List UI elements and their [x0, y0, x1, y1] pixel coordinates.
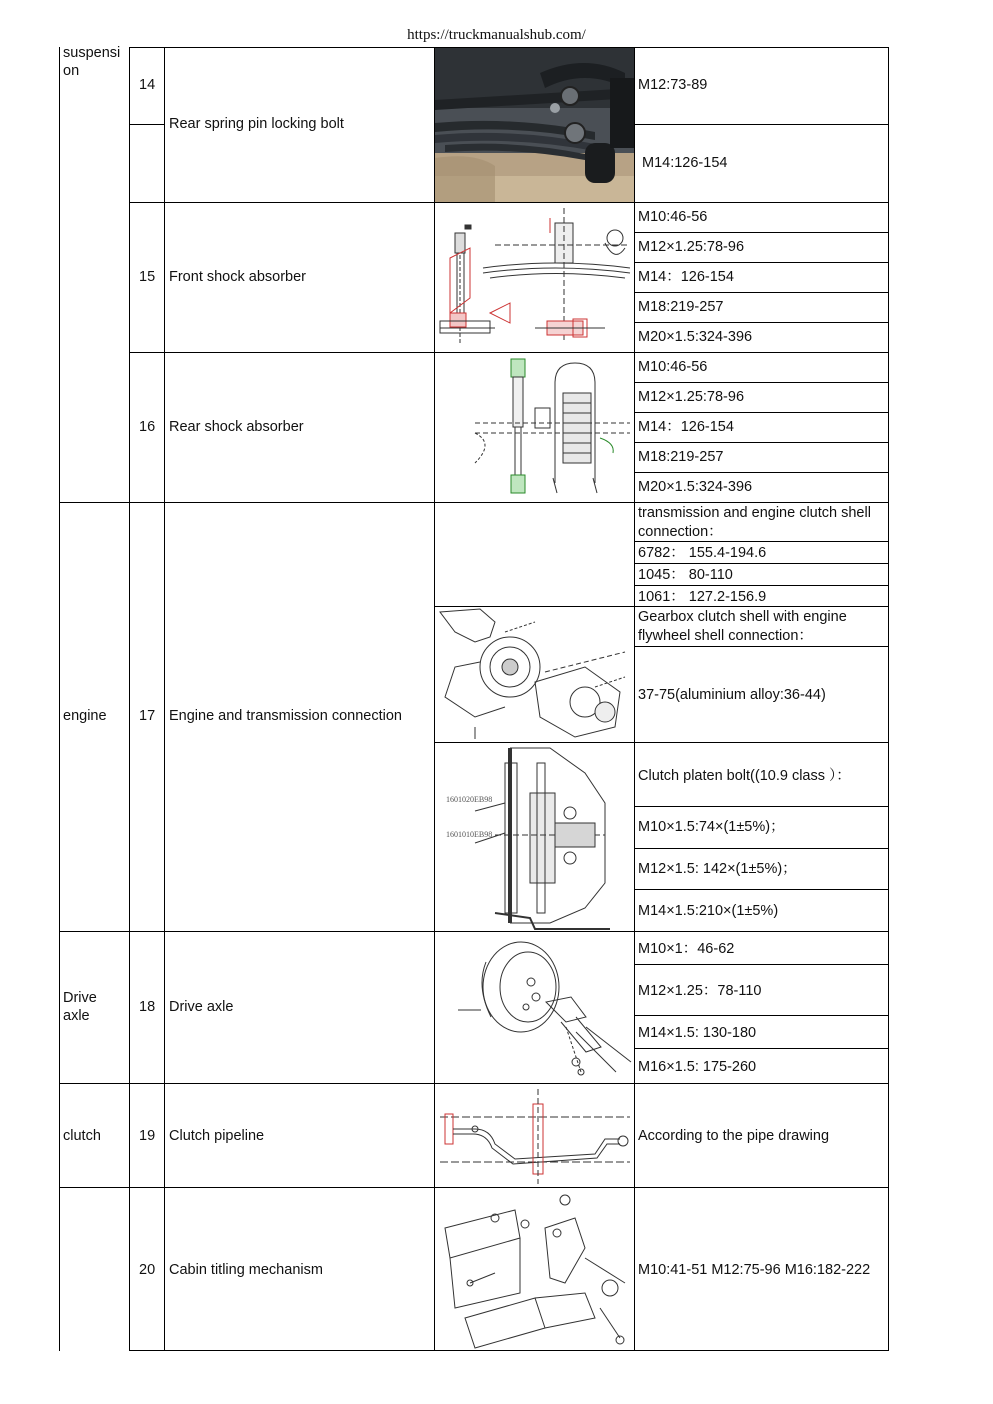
torque-value: M12×1.25:78-96 — [638, 239, 745, 255]
torque-value: Clutch platen bolt((10.9 class ）： — [638, 768, 851, 784]
torque-value: M12×1.25:78-96 — [638, 389, 745, 405]
item-name: Drive axle — [169, 999, 234, 1015]
torque-value: M10×1：46-62 — [638, 941, 735, 957]
part-number-label: 1601010EB98 — [446, 830, 493, 839]
item-name: Clutch pipeline — [169, 1128, 265, 1144]
front-shock-drawing-icon — [435, 203, 634, 352]
rear-spring-photo-icon — [435, 48, 634, 202]
part-number-label: 1601020EB98 — [446, 795, 493, 804]
item-name: Front shock absorber — [169, 269, 307, 285]
torque-value: M14×1.5: 130-180 — [638, 1025, 757, 1041]
category-cell: clutch — [63, 1128, 101, 1144]
torque-value: M12×1.5: 142×(1±5%)； — [638, 861, 797, 877]
drive-axle-drawing-icon — [436, 932, 634, 1083]
torque-value: M20×1.5:324-396 — [638, 329, 753, 345]
item-name: Rear spring pin locking bolt — [169, 116, 344, 132]
item-name: Cabin titling mechanism — [169, 1262, 323, 1278]
category-cell: Drive axle — [63, 990, 97, 1024]
torque-value: M12:73-89 — [638, 77, 708, 93]
row-number: 18 — [139, 999, 156, 1015]
torque-value: 1061： 127.2-156.9 — [638, 589, 767, 605]
row-number: 16 — [139, 419, 156, 435]
torque-value: 6782： 155.4-194.6 — [638, 545, 767, 561]
torque-value: According to the pipe drawing — [638, 1128, 830, 1144]
torque-value: 37-75(aluminium alloy:36-44) — [638, 687, 826, 703]
torque-value: M20×1.5:324-396 — [638, 479, 753, 495]
torque-value: Gearbox clutch shell with engine flywheel shell connection： — [638, 609, 847, 644]
row-number: 19 — [139, 1128, 156, 1144]
torque-value: 1045： 80-110 — [638, 567, 733, 583]
row-number: 20 — [139, 1262, 156, 1278]
gearbox-flywheel-drawing-icon — [435, 607, 634, 742]
item-name: Rear shock absorber — [169, 419, 304, 435]
torque-value: M14:126-154 — [642, 155, 728, 171]
torque-value: M10:41-51 M12:75-96 M16:182-222 — [638, 1262, 871, 1278]
category-cell: suspensi on — [63, 45, 121, 79]
row-number: 17 — [139, 708, 156, 724]
item-name: Engine and transmission connection — [169, 708, 402, 724]
torque-value: M10:46-56 — [638, 209, 708, 225]
cabin-tilting-drawing-icon — [435, 1188, 634, 1350]
torque-value: M10:46-56 — [638, 359, 708, 375]
torque-value: transmission and engine clutch shell connection： — [638, 505, 871, 540]
row-number: 15 — [139, 269, 156, 285]
torque-value: M12×1.25：78-110 — [638, 983, 762, 999]
torque-value: M10×1.5:74×(1±5%)； — [638, 819, 785, 835]
torque-value: M14×1.5:210×(1±5%) — [638, 903, 779, 919]
rear-shock-drawing-icon — [435, 353, 634, 502]
clutch-pipeline-drawing-icon — [435, 1084, 634, 1187]
torque-value: M14：126-154 — [638, 419, 734, 435]
torque-value: M18:219-257 — [638, 299, 724, 315]
torque-value: M16×1.5: 175-260 — [638, 1059, 757, 1075]
torque-value: M18:219-257 — [638, 449, 724, 465]
row-number: 14 — [139, 77, 156, 93]
torque-value: M14：126-154 — [638, 269, 734, 285]
page-header-url: https://truckmanualshub.com/ — [407, 27, 586, 43]
category-cell: engine — [63, 708, 107, 724]
